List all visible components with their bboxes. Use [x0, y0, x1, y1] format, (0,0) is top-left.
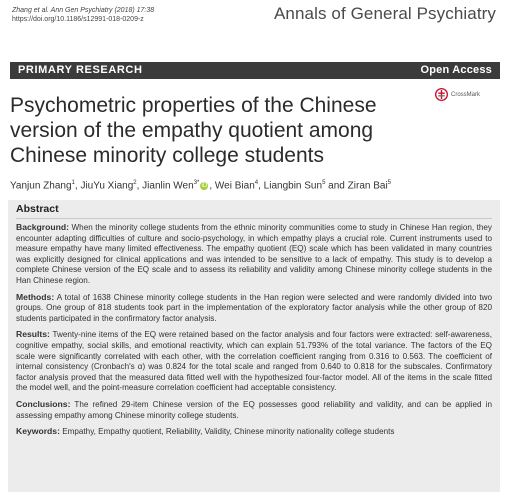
- section-label: PRIMARY RESEARCH: [18, 64, 143, 76]
- author-list: Yanjun Zhang$^1$, JiuYu Xiang$^2$, Jianlin Wen$^{3*}$ iD , Wei Bian$^4$, Liangbin Sun$^5$ and Ziran Bai$^5$: [10, 180, 392, 192]
- citation-header: [12, 6, 154, 24]
- section-banner: [10, 62, 500, 79]
- author[interactable]: JiuYu Xiang: [80, 180, 134, 192]
- author[interactable]: Liangbin Sun: [263, 180, 323, 192]
- journal-name: Annals of General Psychiatry: [273, 4, 496, 23]
- abstract-results: Results: Twenty-nine items of the EQ were retained based on the factor analysis and four factors were extracted: self-awareness, cognitive empathy, social skills, and emotional reactivity, which can explain 51.793% of the total variance. The factors of the EQ scale were significantly correlated with each other, with the correlation coefficient ranging from 0.316 to 0.563. The coefficient of internal consistency (Cronbach's α) was 0.824 for the total scale and ranged from 0.640 to 0.818 for the subscales. Confirmatory factor analysis proved that the measured data fitted well with the hypothesized four-factor model. All of the items in the scale fitted the model well, and the point-measure correlation coefficient had acceptable consistency.: [16, 329, 492, 393]
- author[interactable]: Wei Bian: [214, 180, 255, 192]
- author[interactable]: Ziran Bai: [347, 180, 388, 192]
- orcid-icon[interactable]: iD: [201, 182, 208, 189]
- citation: Zhang et al. Ann Gen Psychiatry (2018) 17:38: [12, 7, 155, 14]
- crossmark-badge[interactable]: [435, 88, 480, 101]
- abstract-background: Background: When the minority college students from the ethnic minority communities come to study in Chinese Han region, they encounter adapting difficulties of culture and socio-psychology, in which empathy plays a crucial role. Current instruments used to measure empathy have many limited effectiveness. The empathy quotient (EQ) scale which has been validated in many countries was explicitly designed for clinical applications and was intended to be sensitive to a lack of empathy. This study is to develop a complete Chinese version of the EQ scale and to assess its reliability and validity among Chinese minority college students in the Han Chinese region.: [16, 222, 492, 285]
- doi-link[interactable]: https://doi.org/10.1186/s12991-018-0209-z: [12, 16, 144, 23]
- abstract-conclusions: Conclusions: The refined 29-item Chinese version of the EQ possesses good reliability and validity, and can be applied in assessing empathy among Chinese minority college students.: [16, 398, 492, 420]
- abstract-panel: [8, 200, 500, 492]
- article-title: Psychometric properties of the Chinese version of the empathy quotient among Chinese minority college students: [10, 94, 377, 167]
- abstract-methods: Methods: A total of 1638 Chinese minority college students in the Han region were selected and were randomly divided into two groups. One group of 818 students took part in the implementation of the exploratory factor analysis while the other group of 820 students participated in the confirmatory factor analysis.: [16, 291, 492, 323]
- author[interactable]: Yanjun Zhang: [10, 180, 72, 192]
- abstract-heading: Abstract: [16, 203, 492, 219]
- keywords: Keywords: Empathy, Empathy quotient, Reliability, Validity, Chinese minority nationality college students: [16, 426, 395, 437]
- open-access-label: Open Access: [420, 64, 492, 76]
- crossmark-label: CrossMark: [450, 91, 480, 98]
- author[interactable]: Jianlin Wen: [142, 180, 194, 192]
